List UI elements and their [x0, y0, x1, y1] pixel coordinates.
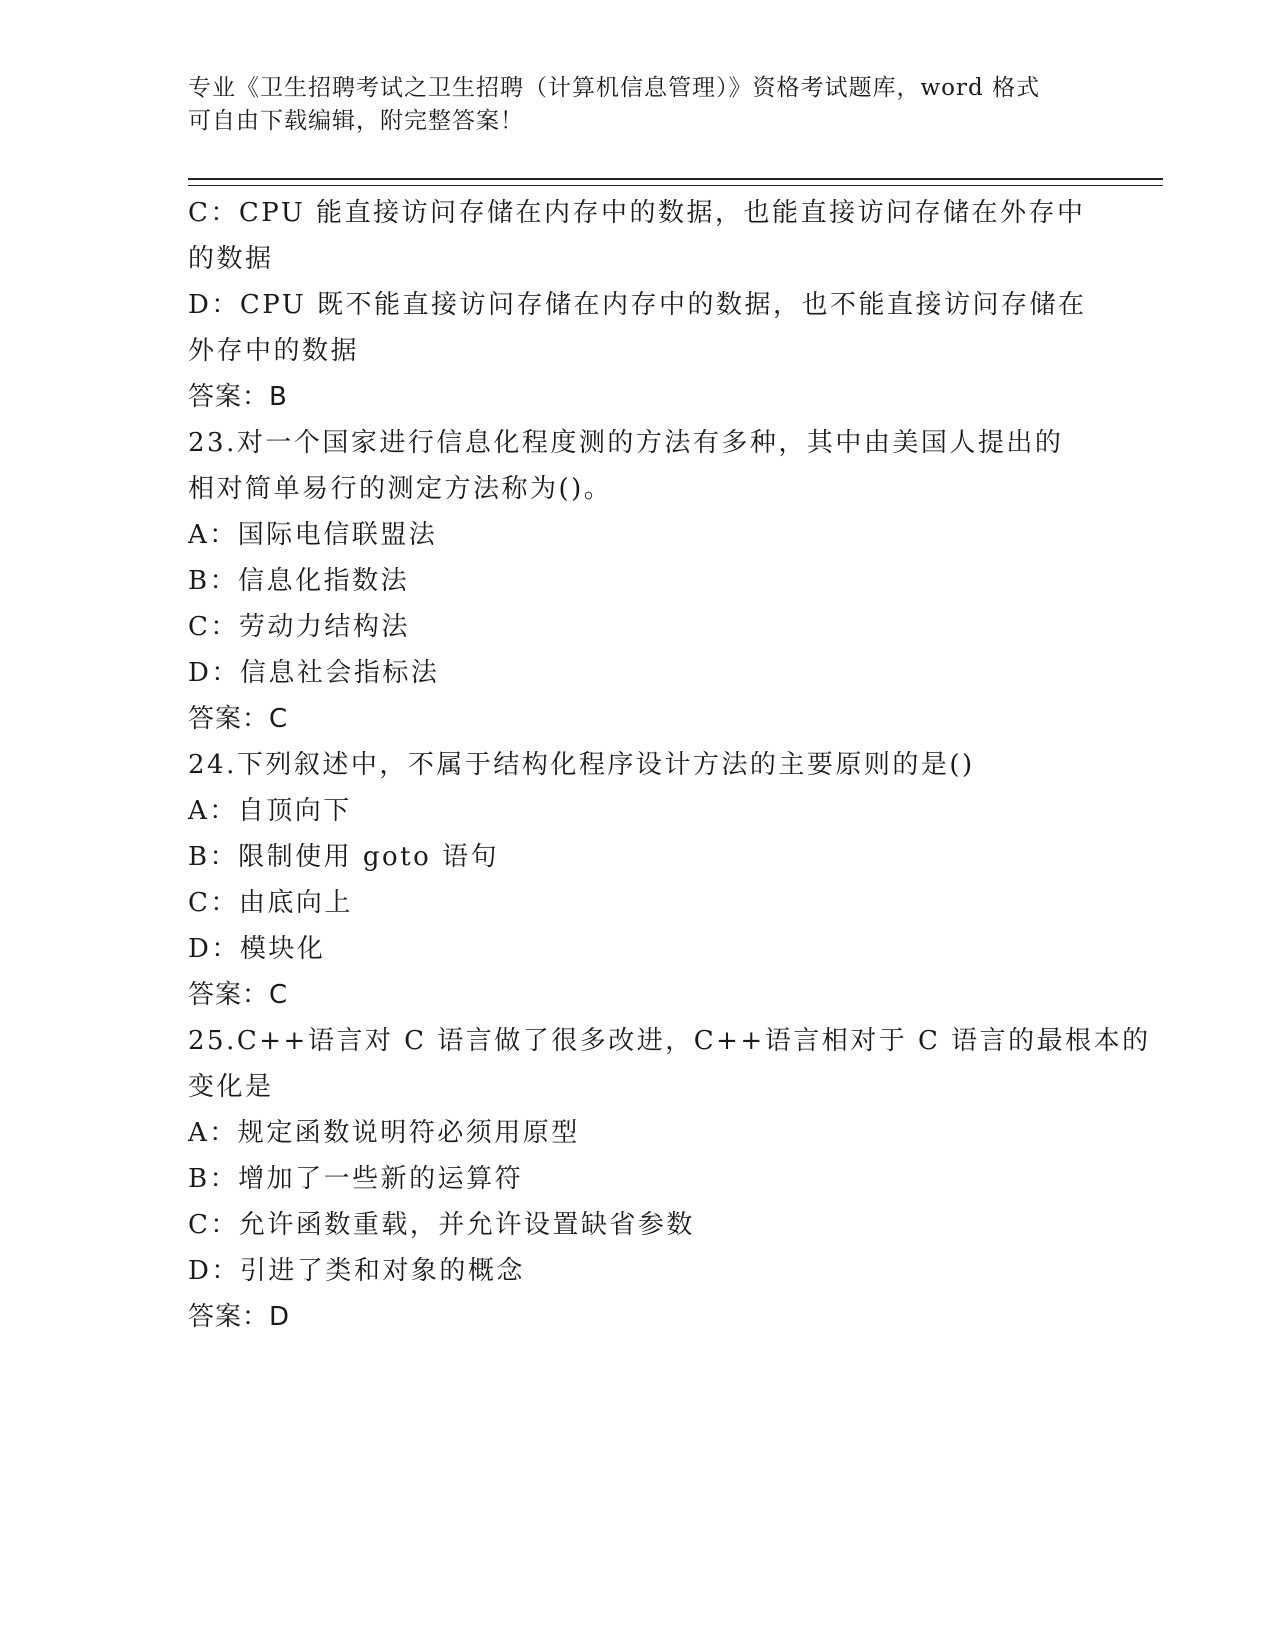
option-d: D：信息社会指标法: [188, 658, 440, 688]
option-c: C：由底向上: [188, 888, 353, 918]
option-c: C：允许函数重载，并允许设置缺省参数: [188, 1210, 695, 1240]
question-stem-continued: 相对简单易行的测定方法称为()。: [188, 474, 613, 504]
option-a: A：国际电信联盟法: [188, 520, 438, 550]
option-b: B：信息化指数法: [188, 566, 410, 596]
option-d: D：引进了类和对象的概念: [188, 1256, 525, 1286]
header-title-line-1: 专业《卫生招聘考试之卫生招聘（计算机信息管理）》资格考试题库，word 格式: [188, 75, 1041, 101]
answer: 答案：D: [188, 1302, 291, 1332]
question-list: [188, 190, 1151, 1340]
option-c: C：CPU 能直接访问存储在内存中的数据，也能直接访问存储在外存中: [188, 198, 1086, 228]
header-title-line-2: 可自由下载编辑，附完整答案！: [188, 108, 524, 134]
question-22-continued: [188, 190, 1087, 420]
question-stem-continued: 变化是: [188, 1072, 274, 1102]
option-d-continued: 外存中的数据: [188, 336, 360, 366]
document-header: [188, 72, 1068, 138]
option-a: A：规定函数说明符必须用原型: [188, 1118, 580, 1148]
option-c-continued: 的数据: [188, 244, 274, 274]
question-stem: 23.对一个国家进行信息化程度测的方法有多种，其中由美国人提出的: [188, 428, 1064, 458]
header-divider: [188, 178, 1163, 186]
answer: 答案：C: [188, 980, 289, 1010]
option-d: D：模块化: [188, 934, 326, 964]
option-d: D：CPU 既不能直接访问存储在内存中的数据，也不能直接访问存储在: [188, 290, 1087, 320]
question-25: [188, 1018, 1151, 1340]
option-a: A：自顶向下: [188, 796, 352, 826]
option-b: B：限制使用 goto 语句: [188, 842, 500, 872]
question-23: [188, 420, 1068, 742]
option-c: C：劳动力结构法: [188, 612, 410, 642]
question-24: [188, 742, 1068, 1018]
question-stem: 25.C++语言对 C 语言做了很多改进，C++语言相对于 C 语言的最根本的: [188, 1026, 1151, 1056]
answer: 答案：C: [188, 704, 289, 734]
option-b: B：增加了一些新的运算符: [188, 1164, 524, 1194]
question-stem: 24.下列叙述中，不属于结构化程序设计方法的主要原则的是(): [188, 750, 975, 780]
answer: 答案：B: [188, 382, 288, 412]
